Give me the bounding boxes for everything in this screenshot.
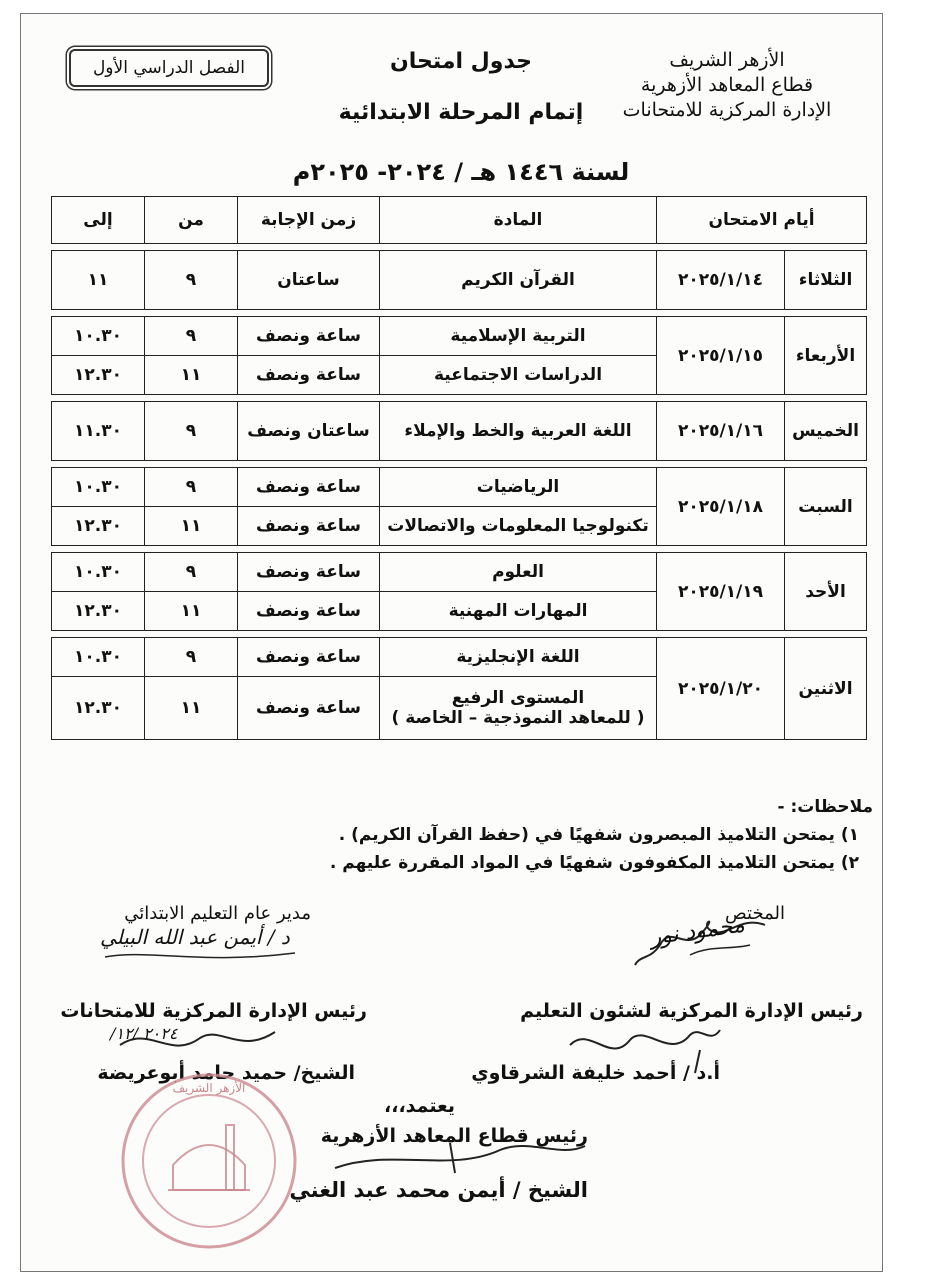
from-cell: ١١ bbox=[145, 507, 238, 546]
azhar-seal-icon bbox=[118, 1070, 300, 1252]
table-row bbox=[52, 468, 867, 507]
note-item: ٢) يمتحن التلاميذ المكفوفون شفهيًا في المواد المقررة عليهم . bbox=[329, 853, 859, 873]
primary-director-title: مدير عام التعليم الابتدائي bbox=[124, 903, 311, 924]
subject-cell bbox=[380, 507, 657, 546]
page-subtitle: إتمام المرحلة الابتدائية bbox=[338, 100, 584, 125]
row-gap bbox=[52, 310, 867, 317]
day-cell: الأربعاء bbox=[785, 317, 867, 395]
notes-heading: ملاحظات: - bbox=[777, 797, 873, 817]
organization-header bbox=[612, 48, 842, 123]
org-line-exams: الإدارة المركزية للامتحانات bbox=[622, 99, 832, 121]
education-head-name: أ.د / أحمد خليفة الشرقاوي bbox=[471, 1062, 720, 1084]
row-gap bbox=[52, 244, 867, 251]
subject-text: اللغة العربية والخط والإملاء bbox=[404, 421, 632, 441]
header-from: من bbox=[145, 197, 238, 244]
page-title: جدول امتحان bbox=[389, 49, 533, 74]
to-cell: ١٠.٣٠ bbox=[52, 317, 145, 356]
date-cell: ٢٠٢٥/١/٢٠ bbox=[657, 638, 785, 740]
to-cell: ١٠.٣٠ bbox=[52, 638, 145, 677]
specialist-title: المختص bbox=[725, 903, 785, 924]
row-gap-cell bbox=[52, 244, 867, 251]
from-cell: ١١ bbox=[145, 677, 238, 740]
subject-cell bbox=[380, 553, 657, 592]
subject-note: ( للمعاهد النموذجية – الخاصة ) bbox=[391, 708, 645, 728]
from-cell: ٩ bbox=[145, 402, 238, 461]
duration-cell: ساعتان bbox=[238, 251, 380, 310]
row-gap bbox=[52, 546, 867, 553]
exams-head-title: رئيس الإدارة المركزية للامتحانات bbox=[60, 1000, 367, 1022]
table-row bbox=[52, 638, 867, 677]
subject-cell bbox=[380, 402, 657, 461]
date-cell: ٢٠٢٥/١/١٨ bbox=[657, 468, 785, 546]
specialist-signed-name: محمود نور bbox=[648, 912, 747, 951]
subject-cell bbox=[380, 251, 657, 310]
date-cell: ٢٠٢٥/١/١٩ bbox=[657, 553, 785, 631]
education-head-title: رئيس الإدارة المركزية لشئون التعليم bbox=[520, 1000, 863, 1022]
table-row bbox=[52, 402, 867, 461]
subject-cell bbox=[380, 592, 657, 631]
sector-head-name: الشيخ / أيمن محمد عبد الغني bbox=[289, 1178, 588, 1202]
org-line-azhar: الأزهر الشريف bbox=[669, 49, 785, 71]
subject-cell bbox=[380, 317, 657, 356]
year-line: لسنة ١٤٤٦ هـ / ٢٠٢٤- ٢٠٢٥م bbox=[292, 158, 630, 186]
table-body bbox=[52, 244, 867, 740]
row-gap-cell bbox=[52, 546, 867, 553]
duration-cell: ساعة ونصف bbox=[238, 507, 380, 546]
duration-cell: ساعة ونصف bbox=[238, 317, 380, 356]
duration-cell: ساعة ونصف bbox=[238, 356, 380, 395]
semester-box: الفصل الدراسي الأول bbox=[69, 49, 269, 87]
org-line-sector: قطاع المعاهد الأزهرية bbox=[640, 74, 814, 96]
primary-director-signed-name: د / أيمن عبد الله البيلي bbox=[100, 925, 290, 949]
row-gap-cell bbox=[52, 395, 867, 402]
row-gap-cell bbox=[52, 631, 867, 638]
duration-cell: ساعة ونصف bbox=[238, 638, 380, 677]
notes-section bbox=[73, 793, 873, 877]
subject-text: الدراسات الاجتماعية bbox=[433, 365, 603, 385]
sector-head-signature bbox=[330, 1128, 590, 1188]
to-cell: ١٢.٣٠ bbox=[52, 677, 145, 740]
row-gap bbox=[52, 461, 867, 468]
subject-text: العلوم bbox=[492, 562, 544, 582]
to-cell: ١١ bbox=[52, 251, 145, 310]
from-cell: ٩ bbox=[145, 638, 238, 677]
from-cell: ٩ bbox=[145, 468, 238, 507]
sector-head-title: رئيس قطاع المعاهد الأزهرية bbox=[320, 1125, 588, 1147]
row-gap-cell bbox=[52, 461, 867, 468]
duration-cell: ساعتان ونصف bbox=[238, 402, 380, 461]
subject-cell bbox=[380, 638, 657, 677]
date-cell: ٢٠٢٥/١/١٥ bbox=[657, 317, 785, 395]
date-cell: ٢٠٢٥/١/١٤ bbox=[657, 251, 785, 310]
subject-text: المستوى الرفيع bbox=[451, 688, 585, 708]
duration-cell: ساعة ونصف bbox=[238, 592, 380, 631]
note-item: ١) يمتحن التلاميذ المبصرون شفهيًا في (حفظ القرآن الكريم) . bbox=[338, 825, 859, 845]
duration-cell: ساعة ونصف bbox=[238, 468, 380, 507]
date-cell: ٢٠٢٥/١/١٦ bbox=[657, 402, 785, 461]
approval-word: يعتمد،،، bbox=[384, 1095, 455, 1117]
subject-text: الرياضيات bbox=[476, 477, 560, 497]
from-cell: ٩ bbox=[145, 317, 238, 356]
header-to: إلى bbox=[52, 197, 145, 244]
from-cell: ٩ bbox=[145, 251, 238, 310]
table-row bbox=[52, 251, 867, 310]
table-row bbox=[52, 317, 867, 356]
subject-cell bbox=[380, 677, 657, 740]
duration-cell: ساعة ونصف bbox=[238, 677, 380, 740]
header-subject: المادة bbox=[380, 197, 657, 244]
to-cell: ١٠.٣٠ bbox=[52, 553, 145, 592]
subject-text: تكنولوجيا المعلومات والاتصالات bbox=[387, 516, 649, 536]
from-cell: ١١ bbox=[145, 592, 238, 631]
day-cell: الثلاثاء bbox=[785, 251, 867, 310]
seal-text: الأزهر الشريف bbox=[172, 1081, 246, 1095]
header-duration: زمن الإجابة bbox=[238, 197, 380, 244]
row-gap bbox=[52, 631, 867, 638]
table-header-row bbox=[52, 197, 867, 244]
to-cell: ١٢.٣٠ bbox=[52, 507, 145, 546]
from-cell: ٩ bbox=[145, 553, 238, 592]
exam-schedule-table bbox=[51, 196, 867, 740]
row-gap-cell bbox=[52, 310, 867, 317]
to-cell: ١٢.٣٠ bbox=[52, 592, 145, 631]
primary-director-signature bbox=[100, 925, 290, 949]
specialist-signature bbox=[630, 905, 770, 974]
day-cell: الأحد bbox=[785, 553, 867, 631]
table-row bbox=[52, 553, 867, 592]
day-cell: الخميس bbox=[785, 402, 867, 461]
subject-cell bbox=[380, 356, 657, 395]
subject-cell bbox=[380, 468, 657, 507]
day-cell: الاثنين bbox=[785, 638, 867, 740]
exams-head-date: ٢٠٢٤ /١٢/ bbox=[110, 1024, 178, 1043]
subject-text: القرآن الكريم bbox=[461, 270, 575, 290]
from-cell: ١١ bbox=[145, 356, 238, 395]
subject-text: المهارات المهنية bbox=[448, 601, 588, 621]
header-days: أيام الامتحان bbox=[657, 197, 867, 244]
subject-text: اللغة الإنجليزية bbox=[456, 647, 580, 667]
subject-text: التربية الإسلامية bbox=[450, 326, 586, 346]
to-cell: ١١.٣٠ bbox=[52, 402, 145, 461]
exams-head-name: الشيخ/ حميد حامد أبوعريضة bbox=[97, 1062, 355, 1084]
duration-cell: ساعة ونصف bbox=[238, 553, 380, 592]
day-cell: السبت bbox=[785, 468, 867, 546]
to-cell: ١٢.٣٠ bbox=[52, 356, 145, 395]
exams-head-signature bbox=[110, 1020, 280, 1069]
education-head-signature bbox=[560, 1015, 730, 1075]
row-gap bbox=[52, 395, 867, 402]
to-cell: ١٠.٣٠ bbox=[52, 468, 145, 507]
